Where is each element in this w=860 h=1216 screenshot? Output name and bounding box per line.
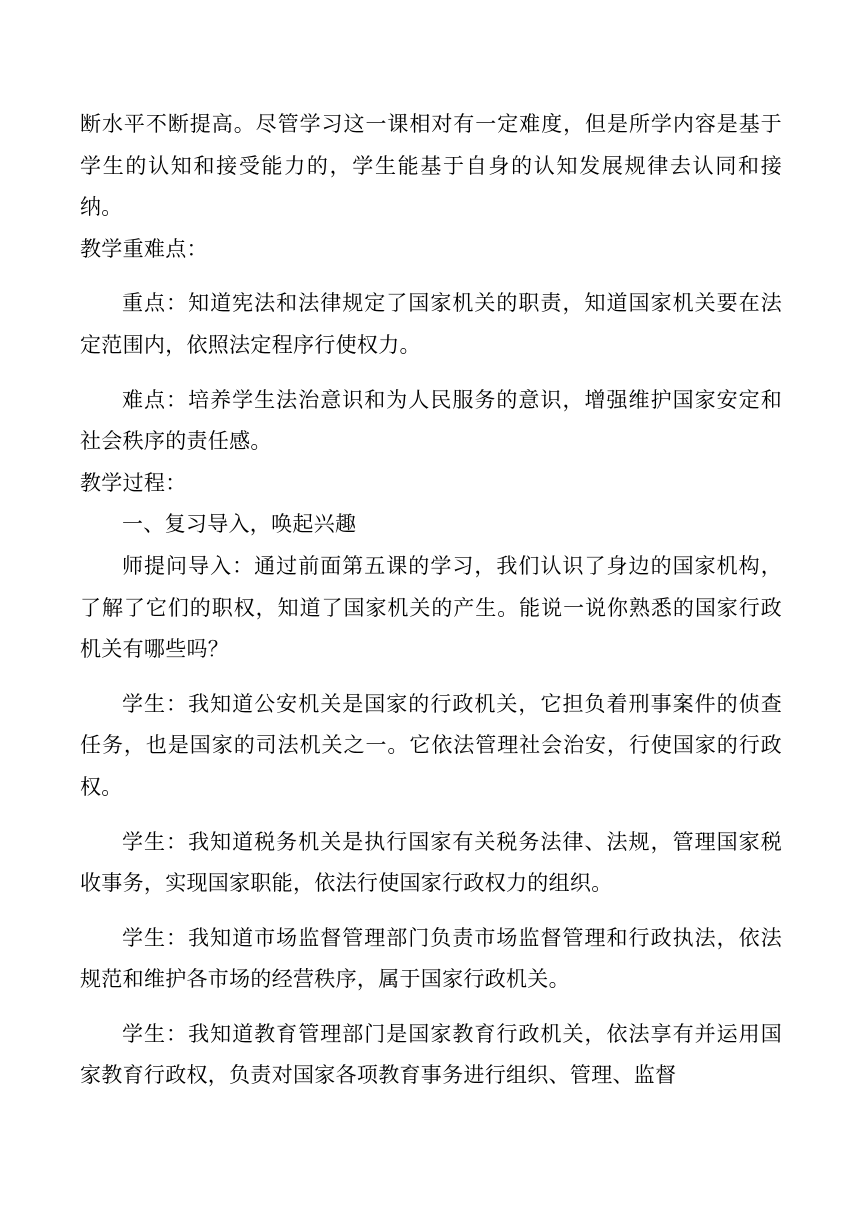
paragraph-continuation: 断水平不断提高。尽管学习这一课相对有一定难度，但是所学内容是基于学生的认知和接受能力的，学生能基于自身的认知发展规律去认同和接纳。 <box>80 112 782 220</box>
paragraph-student-tax: 学生：我知道税务机关是执行国家有关税务法律、法规，管理国家税收事务，实现国家职能，依法行使国家行政权力的组织。 <box>80 829 782 896</box>
paragraph-teacher-question: 师提问导入：通过前面第五课的学习，我们认识了身边的国家机构，了解了它们的职权，知道了国家机关的产生。能说一说你熟悉的国家行政机关有哪些吗？ <box>80 553 782 662</box>
document-body <box>80 104 782 1097</box>
paragraph-key-point: 重点：知道宪法和法律规定了国家机关的职责，知道国家机关要在法定范围内，依照法定程序行使权力。 <box>80 291 782 357</box>
section-heading-review: 一、复习导入，唤起兴趣 <box>122 512 357 537</box>
paragraph-student-market: 学生：我知道市场监督管理部门负责市场监督管理和行政执法，依法规范和维护各市场的经营秩序，属于国家行政机关。 <box>80 925 782 992</box>
heading-key-points: 教学重难点： <box>80 236 208 261</box>
paragraph-difficulty: 难点：培养学生法治意识和为人民服务的意识，增强维护国家安定和社会秩序的责任感。 <box>80 387 782 454</box>
paragraph-student-police: 学生：我知道公安机关是国家的行政机关，它担负着刑事案件的侦查任务，也是国家的司法机关之一。它依法管理社会治安，行使国家的行政权。 <box>80 691 782 799</box>
paragraph-student-education: 学生：我知道教育管理部门是国家教育行政机关，依法享有并运用国家教育行政权，负责对国家各项教育事务进行组织、管理、监督 <box>80 1021 782 1088</box>
heading-teaching-process: 教学过程： <box>80 470 187 495</box>
